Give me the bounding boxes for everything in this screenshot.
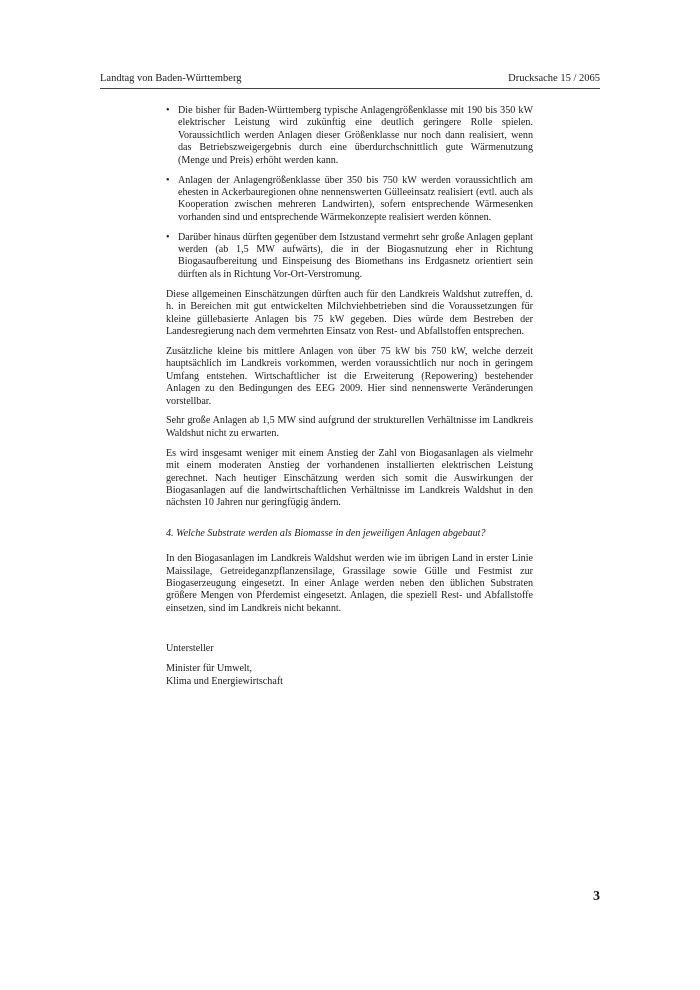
- bullet-icon: •: [166, 105, 170, 116]
- question-heading: 4. Welche Substrate werden als Biomasse in den jeweiligen Anlagen abgebaut?: [166, 527, 486, 539]
- bullet-item: [166, 232, 533, 282]
- bullet-text: Anlagen der Anlagengrößenklasse über 350 bis 750 kW werden voraussichtlich am ehesten in Ackerbauregionen ohne nennenswerten Gülleeinsatz realisiert (evtl. auch als Kooperation zwischen mehreren Landwirten), sofern entsprechende Wärmesenken vorhanden sind und entsprechende Wärmekonzepte realisiert werden können.: [178, 174, 533, 223]
- bullet-list: [166, 105, 533, 281]
- header-parliament: Landtag von Baden-Württemberg: [100, 73, 242, 84]
- bullet-text: Darüber hinaus dürften gegenüber dem Istzustand vermehrt sehr große Anlagen geplant werden (ab 1,5 MW aufwärts), die in der Biogasnutzung eher in Richtung Biogasaufbereitung und Einspeisung des Biomethans ins Erdgasnetz orientiert sein dürften als in Richtung Vor-Ort-Verstromung.: [178, 231, 533, 280]
- signatory-title-line-2: Klima und Energiewirtschaft: [166, 675, 283, 687]
- signatory-title-line-1: Minister für Umwelt,: [166, 663, 253, 675]
- body-paragraph: Zusätzliche kleine bis mittlere Anlagen von über 75 kW bis 750 kW, welche derzeit hauptsächlich im Landkreis vorkommen, werden voraussichtlich nur noch in geringem Umfang entstehen. Wirtschaftlicher ist die Erweiterung (Repowering) bestehender Anlagen zu den Bedingungen des EEG 2009. Hier sind nennenswerte Veränderungen vorstellbar.: [166, 345, 533, 407]
- bullet-icon: •: [166, 174, 170, 186]
- body-paragraph: Es wird insgesamt weniger mit einem Anstieg der Zahl von Biogasanlagen als vielmehr mit einem moderaten Anstieg der vorhandenen installierten elektrischen Leistung gerechnet. Nach heutiger Einschätzung werden sich somit die Auswirkungen der Biogasanlagen auf die landwirtschaftlichen Verhältnisse im Landkreis Waldshut in den nächsten 10 Jahren nur geringfügig ändern.: [166, 447, 533, 509]
- page-number: 3: [593, 889, 600, 904]
- body-paragraph: Sehr große Anlagen ab 1,5 MW sind aufgrund der strukturellen Verhältnisse im Landkreis Waldshut nicht zu erwarten.: [166, 415, 533, 439]
- body-paragraph: Diese allgemeinen Einschätzungen dürften auch für den Landkreis Waldshut zutreffen, d. h. in Bereichen mit gut entwickelten Milchviehbetrieben sind die Voraussetzungen für kleine güllebasierte Anlagen bis 75 kW gegeben. Dies würde dem Bestreben der Landesregierung nach dem vermehrten Einsatz von Rest- und Abfallstoffen entsprechen.: [166, 288, 533, 337]
- answer-paragraph: In den Biogasanlagen im Landkreis Waldshut werden wie im übrigen Land in erster Linie Maissilage, Getreideganzpflanzensilage, Grassilage sowie Gülle und Festmist zur Biogaserzeugung eingesetzt. In einer Anlage werden neben den üblichen Substraten größere Mengen von Pferdemist eingesetzt. Anlagen, die speziell Rest- und Abfallstoffe einsetzen, sind im Landkreis nicht bekannt.: [166, 553, 533, 614]
- header-document-number: Drucksache 15 / 2065: [508, 73, 600, 84]
- header-divider: [100, 88, 600, 89]
- bullet-item: [166, 175, 533, 225]
- signatory-name: Untersteller: [166, 643, 214, 655]
- bullet-item: [166, 105, 533, 167]
- bullet-icon: •: [166, 231, 170, 243]
- document-body: [166, 105, 533, 688]
- bullet-text: Die bisher für Baden-Württemberg typische Anlagengrößenklasse mit 190 bis 350 kW elektrischer Leistung wird zukünftig eine deutlich geringere Rolle spielen. Voraussichtlich werden Anlagen dieser Größenklasse nur noch dann realisiert, wenn das Betriebszweigergebnis durch eine überdurchschnittlich gute Wärmenutzung (Menge und Preis) erhöht werden kann.: [178, 105, 533, 166]
- signature-block: [166, 643, 533, 688]
- page-header: [100, 72, 600, 86]
